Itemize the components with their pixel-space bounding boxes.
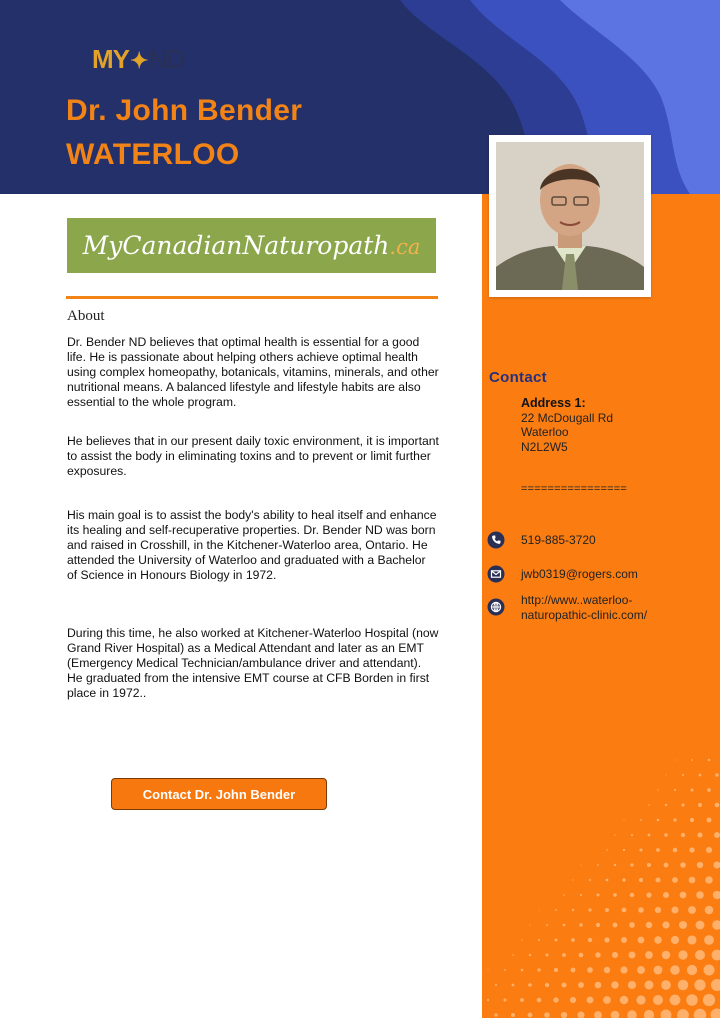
pattern-dot [681, 833, 685, 837]
address-line: 22 McDougall Rd [521, 410, 614, 425]
pattern-dot [545, 983, 549, 987]
pattern-dot [653, 995, 663, 1005]
pattern-dot [596, 923, 600, 927]
pattern-dot [528, 1013, 533, 1018]
dot-pattern [482, 754, 720, 1018]
pattern-dot [705, 876, 712, 883]
pattern-dot [579, 923, 582, 926]
pattern-dot [553, 997, 558, 1002]
pattern-dot [521, 939, 522, 940]
pattern-dot [597, 864, 599, 866]
pattern-dot [645, 951, 653, 959]
pattern-dot [711, 1009, 720, 1018]
pattern-dot [611, 1011, 620, 1018]
pattern-dot [628, 981, 636, 989]
pattern-dot [621, 937, 627, 943]
pattern-dot [665, 774, 666, 775]
pattern-dot [655, 907, 661, 913]
about-paragraph: His main goal is to assist the body's ability to heal itself and enhance its healing and self-recuperative properties. Dr. Bender ND was born and raised in Crosshill, in the Kitchener-Waterloo area, Ontario. He attended the University of Waterloo and graduated with a Bachelor of Science in Honours Biology in 1972. [67, 508, 437, 582]
about-heading: About [67, 308, 105, 324]
pattern-dot [589, 879, 591, 881]
pattern-dot [648, 804, 650, 806]
pattern-dot [623, 819, 624, 820]
city-title: WATERLOO [66, 138, 240, 171]
about-paragraph: Dr. Bender ND believes that optimal health is essential for a good life. He is passionate about helping others achieve optimal health using complex homeopathy, botanicals, vitamins, minerals, and other nutritional means. A balanced lifestyle and lifestyle habits are also essential to the whole program. [67, 335, 439, 409]
pattern-dot [504, 969, 506, 971]
pattern-dot [715, 803, 720, 808]
pattern-dot [656, 848, 660, 852]
pattern-dot [587, 997, 594, 1004]
pattern-dot [705, 906, 714, 915]
pattern-dot [703, 964, 714, 975]
pattern-dot [673, 848, 678, 853]
pattern-dot [691, 789, 694, 792]
pattern-dot [694, 1009, 706, 1018]
pattern-dot [647, 863, 651, 867]
pattern-dot [620, 966, 627, 973]
pattern-dot [629, 952, 636, 959]
pattern-dot [664, 863, 669, 868]
section-divider [66, 296, 438, 299]
pattern-dot [571, 938, 575, 942]
phone-number[interactable]: 519-885-3720 [521, 533, 596, 547]
pattern-dot [703, 994, 715, 1006]
globe-icon [487, 598, 505, 616]
pattern-dot [562, 953, 566, 957]
pattern-dot [578, 982, 584, 988]
pattern-dot [699, 774, 702, 777]
pattern-dot [664, 833, 668, 837]
pattern-dot [696, 921, 705, 930]
pattern-dot [494, 1013, 497, 1016]
pattern-dot [674, 789, 676, 791]
pattern-dot [671, 906, 678, 913]
pattern-dot [715, 773, 718, 776]
pattern-dot [579, 953, 584, 958]
pattern-dot [597, 894, 600, 897]
pattern-dot [571, 968, 576, 973]
pattern-dot [662, 921, 669, 928]
pattern-dot [614, 834, 615, 835]
pattern-dot [688, 906, 696, 914]
pattern-dot [572, 879, 573, 880]
address-line: N2L2W5 [521, 439, 568, 454]
pattern-dot [704, 935, 714, 945]
pattern-dot [637, 966, 645, 974]
pattern-dot [595, 982, 602, 989]
pattern-dot [655, 877, 660, 882]
pattern-dot [639, 878, 643, 882]
pattern-dot [714, 832, 720, 838]
pattern-dot [679, 921, 687, 929]
pattern-dot [612, 952, 618, 958]
pattern-dot [687, 935, 696, 944]
pattern-dot [555, 939, 558, 942]
pattern-dot [707, 788, 711, 792]
pattern-dot [654, 936, 661, 943]
pattern-dot [604, 967, 610, 973]
pattern-dot [680, 862, 686, 868]
pattern-dot [487, 969, 488, 970]
pattern-dot [604, 937, 609, 942]
pattern-dot [697, 862, 703, 868]
pattern-dot [538, 939, 540, 941]
pattern-dot [630, 863, 633, 866]
pattern-dot [657, 819, 660, 822]
pattern-dot [706, 847, 712, 853]
pattern-dot [544, 1012, 550, 1018]
phone-icon [487, 531, 505, 549]
pattern-dot [689, 877, 696, 884]
pattern-dot [638, 937, 645, 944]
pattern-dot [663, 892, 669, 898]
address-label: Address 1: [521, 396, 586, 410]
pattern-dot [670, 995, 681, 1006]
email-address[interactable]: jwb0319@rogers.com [521, 567, 638, 581]
pattern-dot [672, 877, 678, 883]
pattern-dot [678, 950, 687, 959]
pattern-dot [671, 936, 679, 944]
pattern-dot [588, 938, 592, 942]
pattern-dot [648, 834, 651, 837]
pattern-dot [689, 847, 694, 852]
pattern-dot [537, 968, 540, 971]
pattern-dot [613, 923, 618, 928]
pattern-dot [563, 924, 566, 927]
pattern-dot [661, 980, 671, 990]
about-paragraph: During this time, he also worked at Kitchener-Waterloo Hospital (now Grand River Hospital) as a Medical Attendant and later as an EMT (Emergency Medical Technician/ambulance driver and attendant). He graduated from the intensive EMT course at CFB Borden in first place in 1972.. [67, 626, 439, 700]
pattern-dot [687, 965, 697, 975]
pattern-dot [613, 893, 617, 897]
pattern-dot [712, 920, 720, 930]
pattern-dot [545, 953, 548, 956]
pattern-dot [580, 894, 582, 896]
pattern-dot [563, 894, 564, 895]
pattern-dot [605, 908, 609, 912]
pattern-dot [606, 849, 607, 850]
pattern-dot [713, 861, 720, 868]
pattern-dot [529, 954, 531, 956]
pattern-dot [620, 996, 628, 1004]
pattern-dot [646, 892, 651, 897]
pattern-dot [654, 966, 663, 975]
pattern-dot [487, 999, 489, 1001]
pattern-dot [546, 924, 548, 926]
website-link[interactable] [521, 593, 647, 622]
pattern-dot [661, 1010, 672, 1018]
pattern-dot [680, 892, 687, 899]
pattern-dot [595, 952, 600, 957]
pattern-dot [662, 951, 670, 959]
pattern-dot [640, 819, 642, 821]
doctor-name-title: Dr. John Bender [66, 94, 303, 127]
pattern-dot [587, 967, 593, 973]
pattern-dot [614, 864, 616, 866]
pattern-dot [629, 922, 635, 928]
pattern-dot [529, 924, 530, 925]
pattern-dot [606, 879, 609, 882]
pattern-dot [561, 982, 566, 987]
contact-doctor-button[interactable]: Contact Dr. John Bender [111, 778, 327, 810]
email-icon [487, 565, 505, 583]
pattern-dot [686, 994, 697, 1005]
pattern-dot [673, 818, 676, 821]
pattern-dot [512, 984, 515, 987]
pattern-dot [697, 832, 702, 837]
separator-line: ================ [521, 483, 627, 495]
pattern-dot [707, 818, 712, 823]
pattern-dot [528, 983, 532, 987]
pattern-dot [677, 1009, 689, 1018]
pattern-dot [636, 995, 645, 1004]
pattern-dot [678, 980, 688, 990]
pattern-dot [554, 968, 558, 972]
pattern-dot [503, 998, 506, 1001]
website-line: naturopathic-clinic.com/ [521, 607, 648, 622]
pattern-dot [611, 981, 618, 988]
pattern-dot [520, 998, 524, 1002]
profile-photo [496, 142, 644, 290]
pattern-dot [622, 878, 625, 881]
contact-heading: Contact [489, 369, 547, 386]
pattern-dot [577, 1011, 584, 1018]
pattern-dot [639, 848, 642, 851]
pattern-dot [681, 803, 684, 806]
pattern-dot [696, 891, 704, 899]
pattern-dot [631, 834, 633, 836]
pattern-dot [603, 996, 611, 1004]
pattern-dot [594, 1011, 602, 1018]
pattern-dot [561, 1012, 567, 1018]
pattern-dot [537, 998, 542, 1003]
pattern-dot [711, 979, 720, 991]
pattern-dot [511, 1013, 515, 1017]
website-line: http://www..waterloo- [521, 593, 633, 607]
pattern-dot [713, 891, 720, 899]
address-line: Waterloo [521, 425, 569, 439]
pattern-dot [675, 760, 676, 761]
profile-photo-frame [489, 135, 651, 297]
pattern-dot [581, 865, 582, 866]
pattern-dot [665, 804, 667, 806]
mynd-logo: MY✦ND [92, 44, 184, 74]
pattern-dot [638, 907, 643, 912]
pattern-dot [555, 909, 557, 911]
pattern-dot [682, 774, 684, 776]
naturopath-banner: MyCanadianNaturopath.ca [67, 218, 436, 273]
pattern-dot [623, 849, 625, 851]
pattern-dot [657, 789, 658, 790]
pattern-dot [521, 969, 524, 972]
pattern-dot [627, 1010, 636, 1018]
pattern-dot [698, 803, 702, 807]
pattern-dot [495, 984, 497, 986]
pattern-dot [690, 818, 694, 822]
about-paragraph: He believes that in our present daily toxic environment, it is important to assist the body in eliminating toxins and to prevent or limit further exposures. [67, 434, 439, 478]
pattern-dot [670, 965, 679, 974]
pattern-dot [572, 909, 574, 911]
pattern-dot [708, 759, 710, 761]
pattern-dot [712, 950, 720, 961]
pattern-dot [695, 950, 705, 960]
maple-leaf-icon: ✦ [130, 48, 148, 73]
pattern-dot [694, 979, 705, 990]
pattern-dot [622, 908, 627, 913]
pattern-dot [512, 954, 514, 956]
pattern-dot [630, 893, 634, 897]
pattern-dot [645, 981, 654, 990]
pattern-dot [588, 908, 591, 911]
pattern-dot [646, 922, 652, 928]
address-block [521, 396, 613, 454]
pattern-dot [691, 759, 693, 761]
pattern-dot [570, 997, 576, 1003]
pattern-dot [644, 1010, 654, 1018]
pattern-dot [539, 910, 540, 911]
